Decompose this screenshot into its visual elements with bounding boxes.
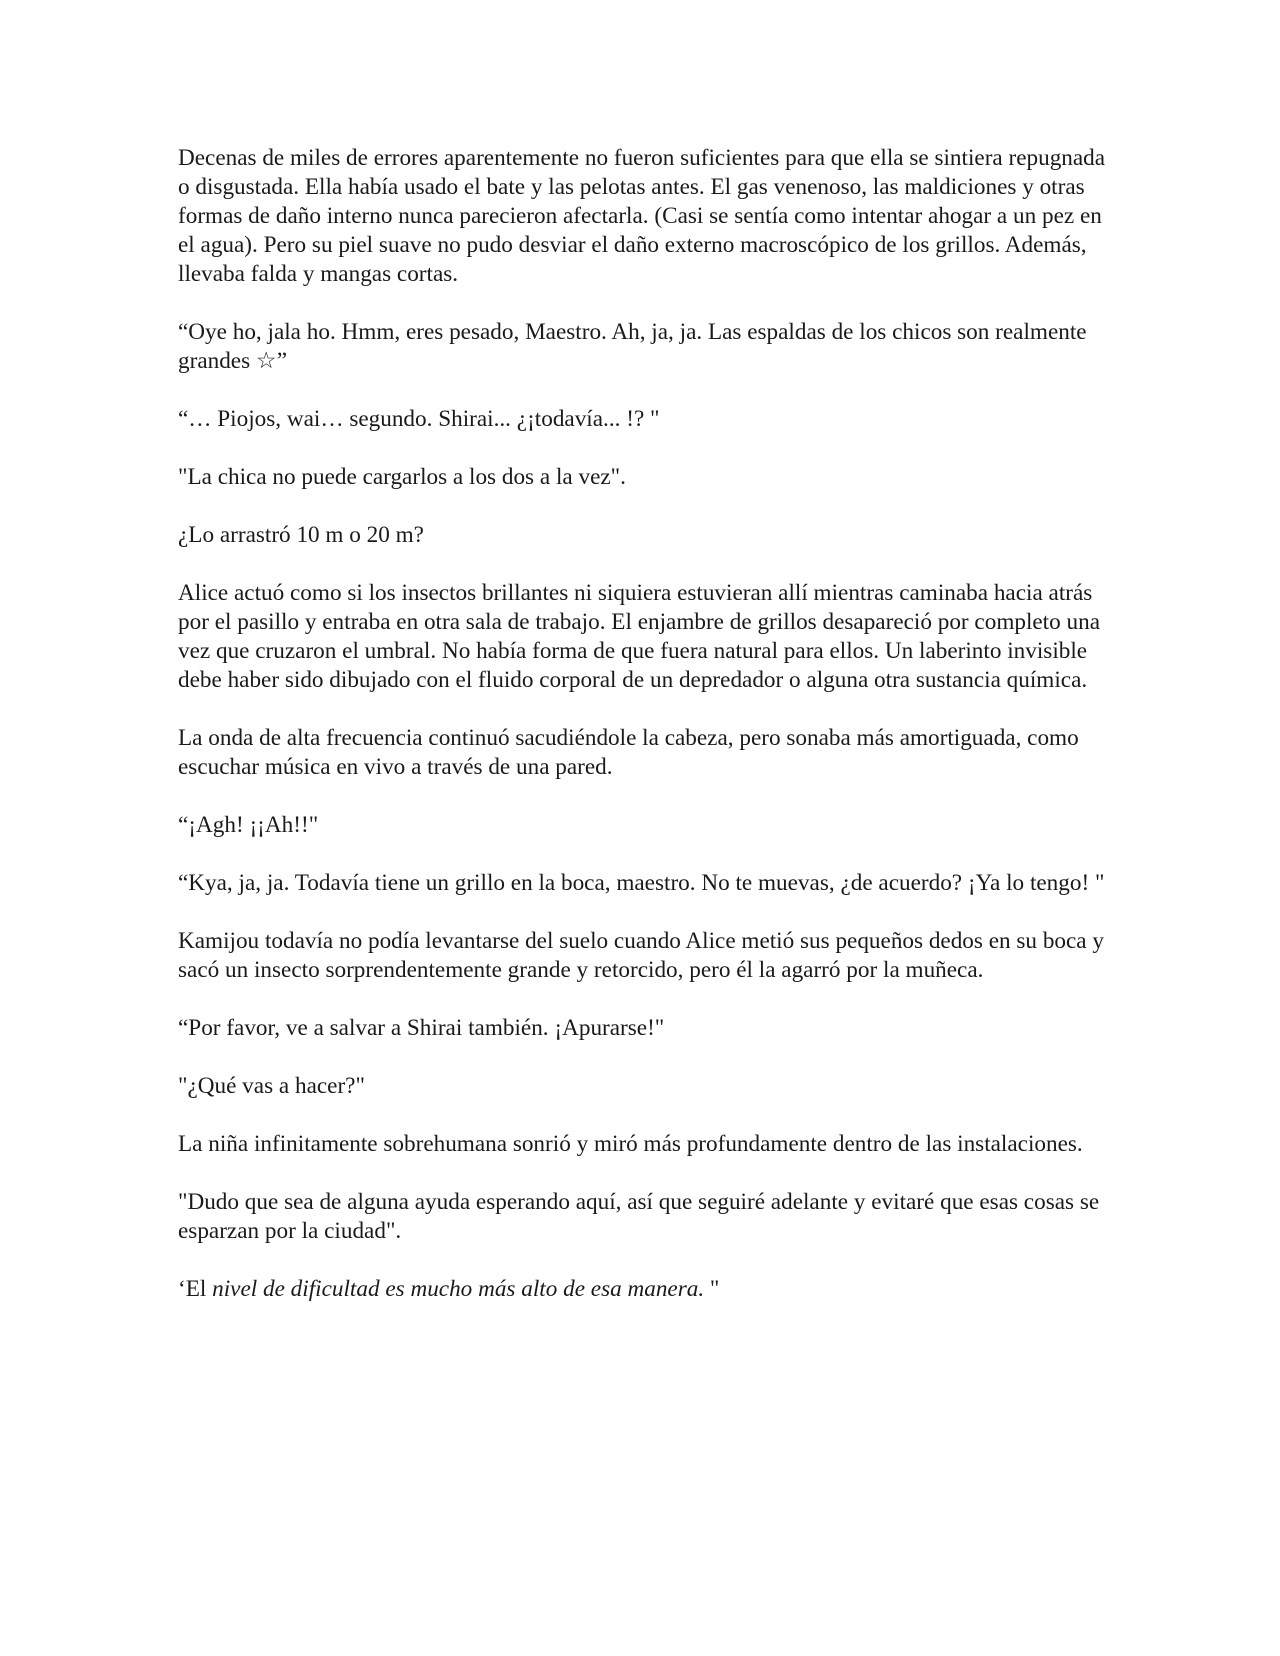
paragraph-1: Decenas de miles de errores aparentemente no fueron suficientes para que ella se sintiera repugnada o disgustada. Ella había usado el bate y las pelotas antes. El gas venenoso, las maldiciones y otras formas de daño interno nunca parecieron afectarla. (Casi se sentía como intentar ahogar a un pez en el agua). Pero su piel suave no pudo desviar el daño externo macroscópico de los grillos. Además, llevaba falda y mangas cortas.: [178, 145, 1106, 287]
paragraph-9: “Kya, ja, ja. Todavía tiene un grillo en la boca, maestro. No te muevas, ¿de acuerdo? ¡Ya lo tengo! ": [178, 870, 1105, 896]
paragraph-5: ¿Lo arrastró 10 m o 20 m?: [178, 522, 424, 548]
paragraph-13: La niña infinitamente sobrehumana sonrió y miró más profundamente dentro de las instalaciones.: [178, 1131, 1083, 1157]
paragraph-7: La onda de alta frecuencia continuó sacudiéndole la cabeza, pero sonaba más amortiguada, como escuchar música en vivo a través de una pared.: [178, 725, 1079, 780]
paragraph-4: "La chica no puede cargarlos a los dos a la vez".: [178, 464, 626, 490]
paragraph-8: “¡Agh! ¡¡Ah!!": [178, 812, 319, 838]
paragraph-14: "Dudo que sea de alguna ayuda esperando aquí, así que seguiré adelante y evitaré que esas cosas se esparzan por la ciudad".: [178, 1189, 1100, 1244]
document-page: [178, 144, 1108, 1333]
paragraph-10: Kamijou todavía no podía levantarse del suelo cuando Alice metió sus pequeños dedos en su boca y sacó un insecto sorprendentemente grande y retorcido, pero él la agarró por la muñeca.: [178, 928, 1104, 983]
paragraph-15: [178, 1275, 1108, 1304]
paragraph-15-suffix: ": [704, 1276, 720, 1302]
paragraph-15-prefix: ‘El: [178, 1276, 213, 1302]
paragraph-15-italic: nivel de dificultad es mucho más alto de esa manera.: [212, 1276, 705, 1302]
paragraph-2: “Oye ho, jala ho. Hmm, eres pesado, Maestro. Ah, ja, ja. Las espaldas de los chicos son realmente grandes ☆”: [178, 319, 1087, 374]
paragraph-12: "¿Qué vas a hacer?": [178, 1073, 365, 1099]
paragraph-6: Alice actuó como si los insectos brillantes ni siquiera estuvieran allí mientras caminaba hacia atrás por el pasillo y entraba en otra sala de trabajo. El enjambre de grillos desapareció por completo una vez que cruzaron el umbral. No había forma de que fuera natural para ellos. Un laberinto invisible debe haber sido dibujado con el fluido corporal de un depredador o alguna otra sustancia química.: [178, 580, 1100, 693]
paragraph-3: “… Piojos, wai… segundo. Shirai... ¿¡todavía... !? ": [178, 406, 660, 432]
paragraph-11: “Por favor, ve a salvar a Shirai también. ¡Apurarse!": [178, 1015, 665, 1041]
